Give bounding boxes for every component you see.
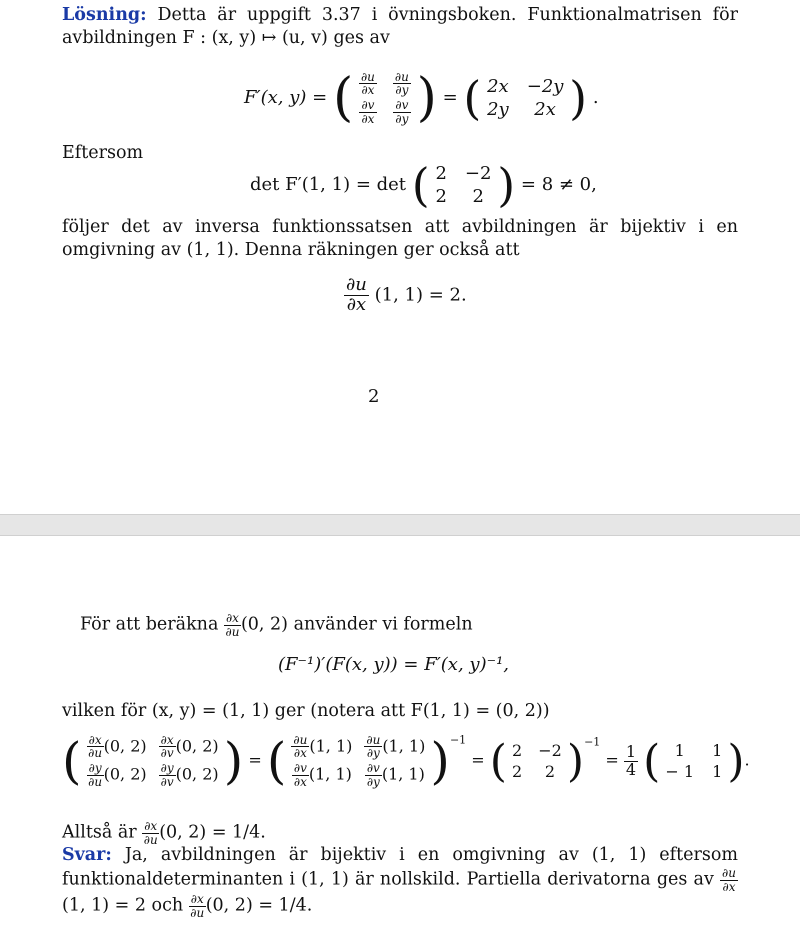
paragraph-2: följer det av inversa funktionssatsen att avbildningen är bijektiv i en omgivning av (1, 1). Denna räkningen ger också att (62, 217, 738, 260)
inverse-formula: (F⁻¹)′(F(x, y)) = F′(x, y)⁻¹, (278, 654, 510, 675)
jac-11: $\frac{\partial u}{\partial x}$ (360, 69, 375, 98)
result-matrix: 2x −2y 2y 2x (487, 76, 564, 120)
svar-label: Svar: (62, 845, 112, 865)
page-2 (0, 536, 800, 928)
losning-label: Lösning: (62, 5, 147, 25)
partial-derivative-result: $\frac{\partial u}{\partial x}$ (1, 1) = 2. (346, 274, 467, 315)
intro-text: Detta är uppgift 3.37 i övningsboken. Funktionalmatrisen för avbildningen F : (x, y) ↦ (u, v) ges av (62, 5, 738, 48)
inverse-result-matrix: 1 1 − 1 1 (665, 741, 723, 781)
inverse-jacobian-equation: ( $\frac{\partial x}{\partial u}$ (0, 2) $\frac{\partial x}{\partial v}$ (0, 2) $\frac{\partial y}{\partial u}$ (0, 2) $\frac{\partial y}{\partial v}$ (0, 2) ) = ( $\frac{\partial u}{\partial x}$ (1, 1) $\frac{\partial u}{\partial y}$ (1, 1) $\frac{\partial v}{\partial x}$ (1, 1) $\frac{\partial v}{\partial y}$ (1, 1) )$^{-1}$ = ( 2 −2 2 2 )$^{-1}$ = $\frac{1}{4}$ ( 1 1 − 1 1 ). (62, 732, 750, 790)
determinant-equation: det F′(1, 1) = det ( 2 −2 2 2 ) = 8 ≠ 0, (250, 158, 597, 212)
page-separator (0, 514, 800, 536)
eq1-lhs: F′(x, y) = (244, 87, 328, 108)
det-matrix: 2 −2 2 2 (435, 163, 492, 207)
inverse-partials-matrix: $\frac{\partial x}{\partial u}$ (0, 2) $\frac{\partial x}{\partial v}$ (0, 2) $\frac{\partial y}{\partial u}$ (0, 2) $\frac{\partial y}{\partial v}$ (0, 2) (88, 732, 219, 789)
intro-paragraph (62, 4, 738, 50)
vilken-paragraph: vilken för (x, y) = (1, 1) ger (notera att F(1, 1) = (0, 2)) (62, 701, 550, 721)
jacobian-matrix (359, 71, 411, 125)
jacobian-equation: F′(x, y) = ( $\frac{\partial u}{\partial x}$ $\frac{\partial u}{\partial y}$ $\frac{\partial v}{\partial x}$ $\frac{\partial v}{\partial y}$ ) = ( 2x −2y 2y 2x ) . (244, 68, 599, 128)
berakna-paragraph: För att beräkna $\frac{\partial x}{\partial u}$ (0, 2) använder vi formeln (80, 611, 473, 639)
page-number: 2 (368, 386, 380, 407)
jac-21: $\frac{\partial v}{\partial x}$ (359, 99, 377, 125)
alltsa-line: Alltså är $\frac{\partial x}{\partial u}$ (0, 2) = 1/4. (62, 819, 266, 847)
forward-partials-matrix: $\frac{\partial u}{\partial x}$ (1, 1) $\frac{\partial u}{\partial y}$ (1, 1) $\frac{\partial v}{\partial x}$ (1, 1) $\frac{\partial v}{\partial y}$ (1, 1) (293, 732, 426, 789)
eftersom-text: Eftersom (62, 143, 144, 163)
numeric-matrix: 2 −2 2 2 (512, 741, 562, 781)
left-paren: ( (332, 68, 354, 128)
jac-22: $\frac{\partial v}{\partial y}$ (393, 99, 411, 125)
svar-paragraph: Svar: Ja, avbildningen är bijektiv i en omgivning av (1, 1) eftersom funktionaldeterminanten i (1, 1) är nollskild. Partiella derivatorna ges av $\frac{\partial u}{\partial x}$ (1, 1) = 2 och $\frac{\partial x}{\partial u}$ (0, 2) = 1/4. (62, 845, 738, 920)
jac-12: $\frac{\partial u}{\partial y}$ (394, 69, 409, 98)
